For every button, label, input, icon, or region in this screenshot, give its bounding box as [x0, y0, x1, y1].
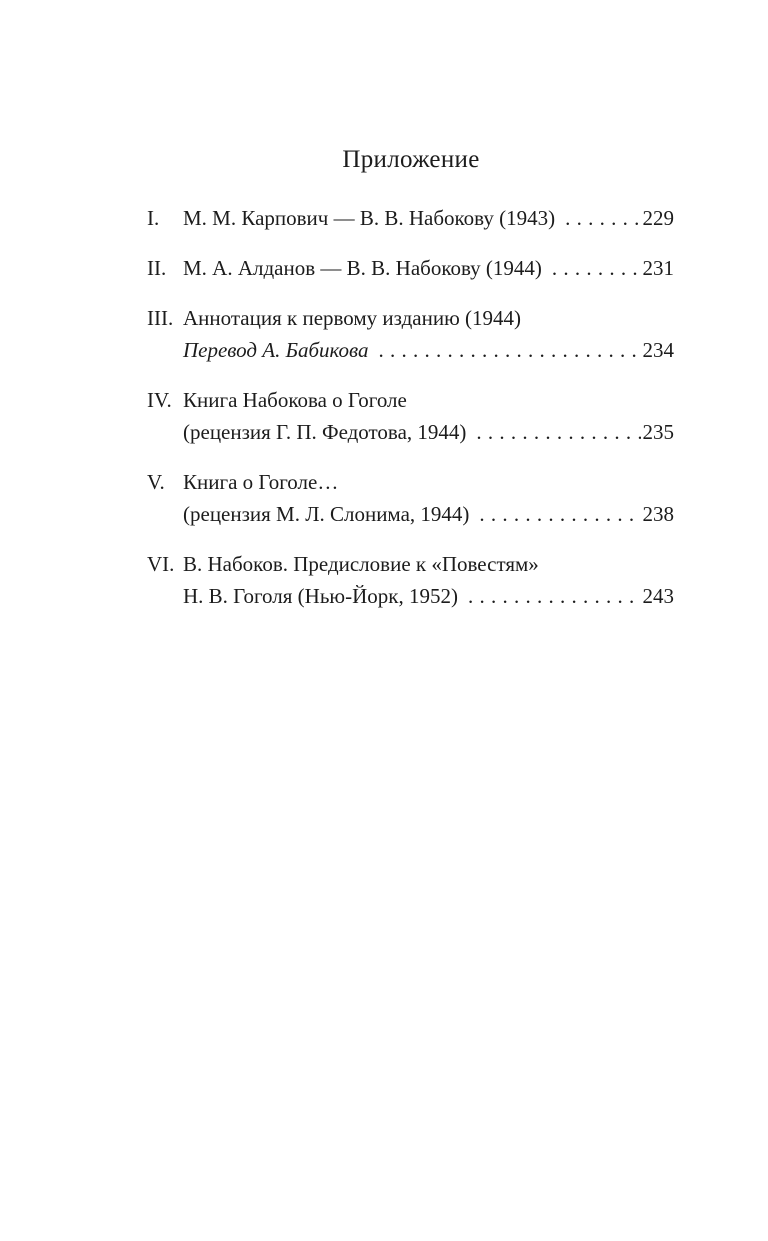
entry-subtitle: Перевод А. Бабикова: [183, 338, 369, 362]
page-number: 231: [642, 256, 674, 280]
dot-leader: [479, 498, 640, 530]
page-number: 243: [642, 584, 674, 608]
entry-number: III.: [147, 306, 174, 330]
toc-line: [147, 466, 674, 498]
entry-subtitle: Н. В. Гоголя (Нью-Йорк, 1952): [183, 584, 458, 608]
entry-title: Книга Набокова о Гоголе: [183, 388, 407, 412]
entry-title: М. М. Карпович — В. В. Набокову (1943): [183, 206, 556, 230]
toc-entry-2: [147, 252, 674, 284]
toc-entry-5: [147, 466, 674, 530]
dot-leader: [379, 334, 641, 366]
toc-entry-4: [147, 384, 674, 448]
dot-leader: [565, 202, 640, 234]
page-number: 238: [642, 502, 674, 526]
toc-line: [147, 416, 674, 448]
toc-line: [147, 548, 674, 580]
page-number: 234: [642, 338, 674, 362]
entry-title: Аннотация к первому изданию (1944): [183, 306, 521, 330]
dot-leader: [468, 580, 641, 612]
toc-entry-1: [147, 202, 674, 234]
entry-number: V.: [147, 470, 165, 494]
toc-line: [147, 580, 674, 612]
dot-leader: [552, 252, 641, 284]
toc-entry-6: [147, 548, 674, 612]
dot-leader: [476, 416, 640, 448]
entry-title: В. Набоков. Предисловие к «Повестям»: [183, 552, 539, 576]
toc-line: [147, 252, 674, 284]
table-of-contents: [147, 202, 674, 630]
entry-title: Книга о Гоголе…: [183, 470, 339, 494]
toc-entry-3: [147, 302, 674, 366]
toc-line: [147, 334, 674, 366]
toc-line: [147, 202, 674, 234]
toc-line: [147, 384, 674, 416]
entry-title: М. А. Алданов — В. В. Набокову (1944): [183, 256, 542, 280]
page-title: Приложение: [342, 146, 480, 173]
entry-number: VI.: [147, 552, 175, 576]
entry-number: II.: [147, 256, 167, 280]
entry-number: I.: [147, 206, 160, 230]
entry-subtitle: (рецензия М. Л. Слонима, 1944): [183, 502, 470, 526]
page-number: 235: [642, 420, 674, 444]
entry-subtitle: (рецензия Г. П. Федотова, 1944): [183, 420, 467, 444]
entry-number: IV.: [147, 388, 172, 412]
page-number: 229: [642, 206, 674, 230]
toc-line: [147, 498, 674, 530]
toc-line: [147, 302, 674, 334]
